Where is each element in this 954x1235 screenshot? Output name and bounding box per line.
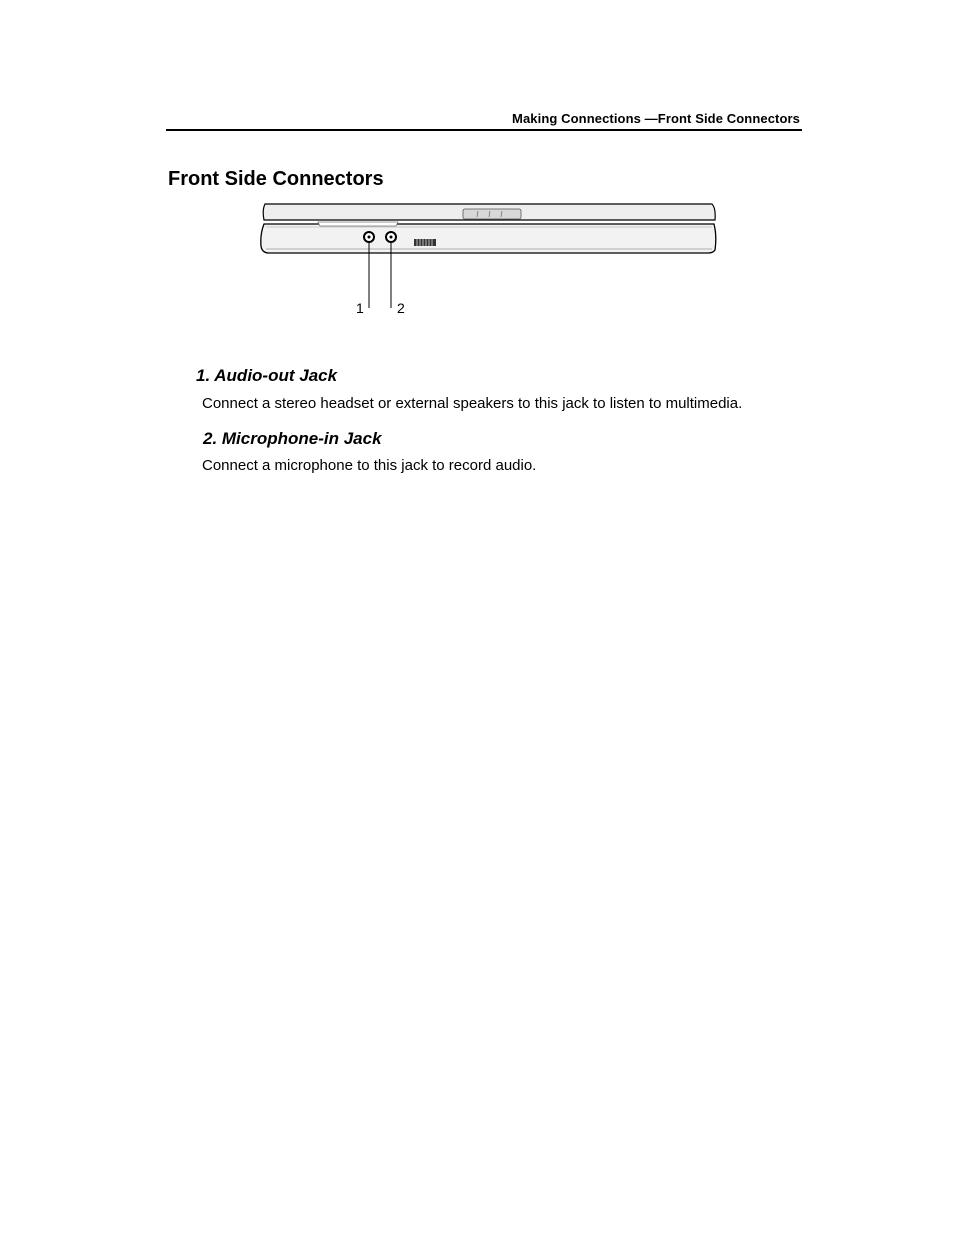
header-rule [166,129,802,131]
callout-label-2: 2 [397,300,405,316]
audio-out-jack-heading: 1. Audio-out Jack [196,366,338,385]
microphone-in-jack-icon [386,232,396,242]
microphone-in-jack-heading: 2. Microphone-in Jack [203,429,382,448]
volume-wheel-icon [414,239,436,246]
callout-label-1: 1 [356,300,364,316]
microphone-in-jack-description: Connect a microphone to this jack to record audio. [202,457,537,474]
audio-out-jack-description: Connect a stereo headset or external speakers to this jack to listen to multimedia. [202,395,743,412]
page-title: Front Side Connectors [168,168,384,190]
running-header: Making Connections —Front Side Connectors [512,111,800,126]
audio-out-jack-icon [364,232,374,242]
lid-latch [463,209,521,219]
laptop-front-illustration [250,198,730,320]
